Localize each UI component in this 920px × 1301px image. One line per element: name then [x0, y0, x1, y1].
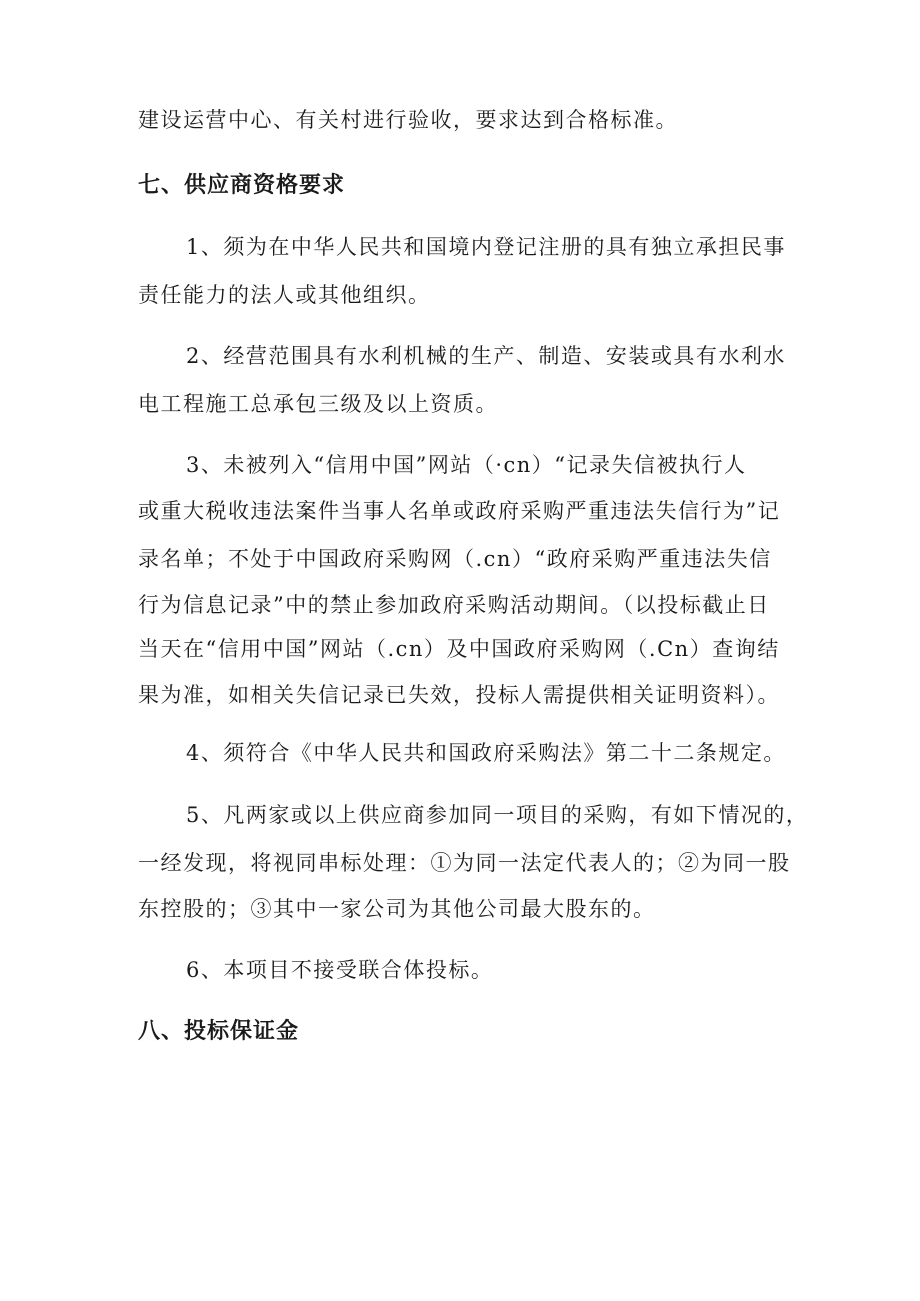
item6-line1: 6、本项目不接受联合体投标。 [186, 958, 494, 982]
item4-line1: 4、须符合《中华人民共和国政府采购法》第二十二条规定。 [186, 741, 786, 765]
item3-line4: 行为信息记录”中的禁止参加政府采购活动期间。（以投标截止日 [138, 593, 770, 617]
item5-line1: 5、凡两家或以上供应商参加同一项目的采购，有如下情况的， [186, 803, 809, 827]
continuation-text: 建设运营中心、有关村进行验收，要求达到合格标准。 [138, 108, 678, 132]
item2-line1: 2、经营范围具有水利机械的生产、制造、安装或具有水利水 [186, 344, 786, 368]
item3-line1: 3、未被列入“信用中国”网站（·cn）“记录失信被执行人 [186, 453, 747, 477]
item5-line3: 东控股的；③其中一家公司为其他公司最大股东的。 [138, 897, 656, 921]
section7-heading: 七、供应商资格要求 [138, 173, 346, 198]
section8-heading: 八、投标保证金 [138, 1019, 300, 1044]
item3-line2: 或重大税收违法案件当事人名单或政府采购严重违法失信行为”记 [138, 499, 781, 523]
item3-line3: 录名单；不处于中国政府采购网（.cn）“政府采购严重违法失信 [138, 547, 772, 571]
item3-line6: 果为准，如相关失信记录已失效，投标人需提供相关证明资料）。 [138, 683, 780, 707]
item5-line2: 一经发现，将视同串标处理：①为同一法定代表人的；②为同一股 [138, 851, 791, 875]
item3-line5: 当天在“信用中国”网站（.cn）及中国政府采购网（.Cn）查询结 [138, 637, 780, 661]
item1-line1: 1、须为在中华人民共和国境内登记注册的具有独立承担民事 [186, 235, 786, 259]
item2-line2: 电工程施工总承包三级及以上资质。 [138, 392, 498, 416]
item1-line2: 责任能力的法人或其他组织。 [138, 283, 431, 307]
